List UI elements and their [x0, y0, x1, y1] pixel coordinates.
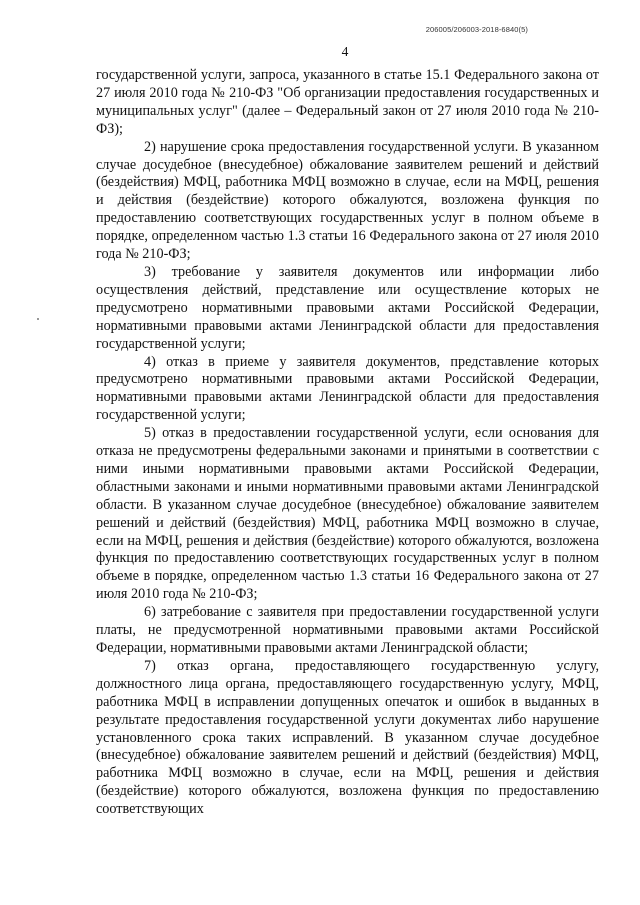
paragraph-item-7: 7) отказ органа, предоставляющего государственную услугу, должностного лица органа, предоставляющего государственную услугу, МФЦ, работника МФЦ в исправлении допущенных опечаток и ошибок в выданных в результате предоставления государственной услуги документах либо нарушение установленного срока таких исправлений. В указанном случае досудебное (внесудебное) обжалование заявителем решений и действий (бездействия) МФЦ, работника МФЦ возможно в случае, если на МФЦ, решения и действия (бездействие) которого обжалуются, возложена функция по предоставлению соответствующих: [96, 657, 599, 818]
paragraph-item-4: 4) отказ в приеме у заявителя документов, представление которых предусмотрено нормативными правовыми актами Российской Федерации, нормативными правовыми актами Ленинградской области для предоставления государственной услуги;: [96, 353, 599, 424]
paragraph-item-3: 3) требование у заявителя документов или информации либо осуществления действий, представление или осуществление которых не предусмотрено нормативными правовыми актами Российской Федерации, нормативными правовыми актами Ленинградской области для предоставления государственной услуги;: [96, 263, 599, 352]
paragraph-item-5: 5) отказ в предоставлении государственной услуги, если основания для отказа не предусмотрены федеральными законами и принятыми в соответствии с ними иными нормативными правовыми актами Российской Федерации, областными законами и иными нормативными правовыми актами Ленинградской области. В указанном случае досудебное (внесудебное) обжалование заявителем решений и действий (бездействия) МФЦ, работника МФЦ возможно в случае, если на МФЦ, решения и действия (бездействие) которого обжалуются, возложена функция по предоставлению соответствующих государственных услуг в полном объеме в порядке, определенном частью 1.3 статьи 16 Федерального закона от 27 июля 2010 года № 210-ФЗ;: [96, 425, 599, 603]
document-body: [96, 67, 599, 819]
paragraph-item-2: 2) нарушение срока предоставления государственной услуги. В указанном случае досудебное (внесудебное) обжалование заявителем решений и действий (бездействия) МФЦ, работника МФЦ возможно в случае, если на МФЦ, решения и действия (бездействие) которого обжалуются, возложена функция по предоставлению соответствующих государственных услуг в полном объеме в порядке, определенном частью 1.3 статьи 16 Федерального закона от 27 июля 2010 года № 210-ФЗ;: [96, 138, 599, 263]
document-id: 206005/206003-2018-6840(5): [425, 25, 528, 34]
page-number: 4: [341, 44, 349, 59]
paragraph-item-6: 6) затребование с заявителя при предоставлении государственной услуги платы, не предусмотренной нормативными правовыми актами Российской Федерации, нормативными правовыми актами Ленинградской области;: [96, 604, 599, 656]
paragraph-continuation: государственной услуги, запроса, указанного в статье 15.1 Федерального закона от 27 июля 2010 года № 210-ФЗ "Об организации предоставления государственных и муниципальных услуг" (далее – Федеральный закон от 27 июля 2010 года № 210-ФЗ);: [96, 67, 599, 137]
scan-speck: [37, 318, 39, 320]
